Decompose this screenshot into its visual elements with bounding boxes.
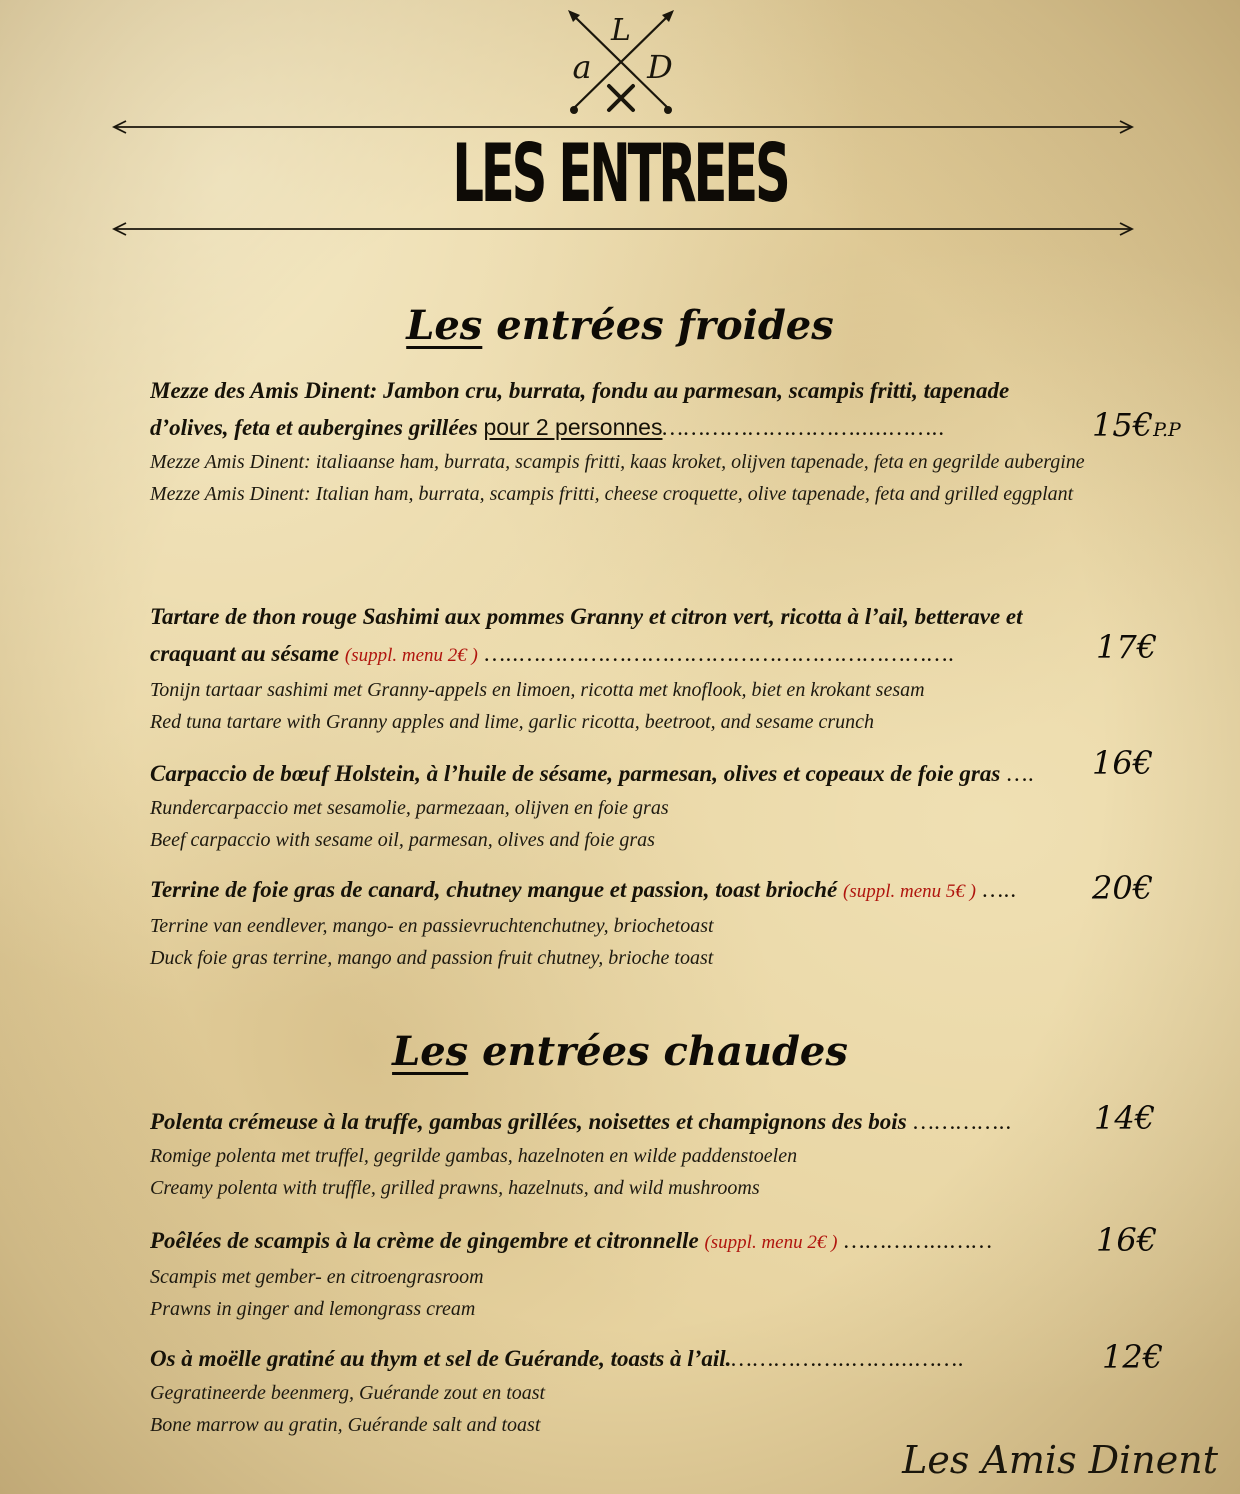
item-price xyxy=(1092,405,1181,450)
item-translation-nl: Rundercarpaccio met sesamolie, parmezaan, olijven en foie gras xyxy=(150,797,669,819)
item-name-text: craquant au sésame xyxy=(150,641,345,666)
item-price: 12€ xyxy=(1102,1338,1164,1376)
section-title-first-word: Les xyxy=(392,1028,469,1075)
item-translation-en: Red tuna tartare with Granny apples and lime, garlic ricotta, beetroot, and sesame crunch xyxy=(150,711,874,733)
menu-item-os-a-moelle xyxy=(150,1340,1140,1441)
item-dots: ……………..……...……. xyxy=(731,1346,965,1371)
item-name-line2 xyxy=(150,409,1140,446)
item-price: 16€ xyxy=(1092,744,1154,782)
item-translation-nl: Gegratineerde beenmerg, Guérande zout en toast xyxy=(150,1382,546,1404)
item-price: 16€ xyxy=(1096,1221,1158,1259)
section-title-rest: entrées froides xyxy=(482,302,834,349)
item-name-line1: Mezze des Amis Dinent: Jambon cru, burrata, fondu au parmesan, scampis fritti, tapenade xyxy=(150,378,1010,403)
item-translation-en: Mezze Amis Dinent: Italian ham, burrata, scampis fritti, cheese croquette, olive tapenade, feta and grilled eggplant xyxy=(150,483,1074,505)
item-name-text: Poêlées de scampis à la crème de gingembre et citronnelle xyxy=(150,1228,705,1253)
logo-letter-left: a xyxy=(572,48,592,86)
item-dots: ……………………….....…….. xyxy=(662,415,946,440)
item-emphasis: pour 2 personnes xyxy=(483,414,663,440)
item-name-line1 xyxy=(150,755,1140,792)
item-translation-nl: Mezze Amis Dinent: italiaanse ham, burrata, scampis fritti, kaas kroket, olijven tapenade, feta en gegrilde aubergine xyxy=(150,451,1085,473)
supplement-note: (suppl. menu 2€ ) xyxy=(704,1232,838,1253)
item-name-text: Os à moëlle gratiné au thym et sel de Guérande, toasts à l’ail. xyxy=(150,1346,732,1371)
item-name-line1 xyxy=(150,1340,1140,1377)
item-dots: …………...…… xyxy=(837,1228,994,1253)
item-dots: …..……………………………………………………. xyxy=(477,641,956,666)
menu-item-mezze xyxy=(150,372,1140,510)
item-name-text: Terrine de foie gras de canard, chutney mangue et passion, toast brioché xyxy=(150,877,843,902)
menu-item-carpaccio xyxy=(150,755,1140,856)
restaurant-logo xyxy=(556,6,686,118)
item-name-line1 xyxy=(150,1103,1140,1140)
item-name-line1 xyxy=(150,1222,1140,1261)
item-name-line2 xyxy=(150,635,1140,674)
section-title-first-word: Les xyxy=(406,302,483,349)
restaurant-signature: Les Amis Dinent xyxy=(902,1438,1218,1482)
supplement-note: (suppl. menu 2€ ) xyxy=(344,645,478,666)
item-translation-en: Creamy polenta with truffle, grilled prawns, hazelnuts, and wild mushrooms xyxy=(150,1177,760,1199)
section-title-chaudes xyxy=(0,1026,1240,1078)
page-title: LES ENTREES xyxy=(452,127,788,220)
item-dots: ….. xyxy=(975,877,1018,902)
logo-letter-top: L xyxy=(611,13,631,48)
item-dots: …. xyxy=(1000,761,1036,786)
item-name-text: Polenta crémeuse à la truffe, gambas grillées, noisettes et champignons des bois xyxy=(150,1109,907,1134)
section-title-froides xyxy=(0,300,1240,352)
supplement-note: (suppl. menu 5€ ) xyxy=(843,881,976,902)
item-translation-en: Beef carpaccio with sesame oil, parmesan, olives and foie gras xyxy=(150,829,655,851)
item-translation-nl: Tonijn tartaar sashimi met Granny-appels en limoen, ricotta met knoflook, biet en krokant sesam xyxy=(150,679,925,701)
menu-item-terrine xyxy=(150,871,1140,974)
item-name-line1 xyxy=(150,871,1140,910)
section-title-rest: entrées chaudes xyxy=(468,1028,848,1075)
item-dots: ………….. xyxy=(906,1109,1013,1134)
menu-item-scampis xyxy=(150,1222,1140,1325)
item-name-line1: Tartare de thon rouge Sashimi aux pommes Granny et citron vert, ricotta à l’ail, betterave et xyxy=(150,604,1023,629)
item-translation-en: Duck foie gras terrine, mango and passion fruit chutney, brioche toast xyxy=(150,947,714,969)
item-translation-en: Bone marrow au gratin, Guérande salt and toast xyxy=(150,1414,541,1436)
logo-letter-right: D xyxy=(647,48,673,86)
menu-item-tartare xyxy=(150,598,1140,738)
item-translation-nl: Romige polenta met truffel, gegrilde gambas, hazelnoten en wilde paddenstoelen xyxy=(150,1145,798,1167)
price-suffix: P.P xyxy=(1153,419,1181,441)
bottom-arrow-divider xyxy=(112,222,1134,236)
item-translation-nl: Terrine van eendlever, mango- en passievruchtenchutney, briochetoast xyxy=(150,915,714,937)
menu-item-polenta xyxy=(150,1103,1140,1204)
item-price: 20€ xyxy=(1092,869,1154,907)
item-translation-nl: Scampis met gember- en citroengrasroom xyxy=(150,1266,484,1288)
item-price: 17€ xyxy=(1096,628,1158,666)
item-translation-en: Prawns in ginger and lemongrass cream xyxy=(150,1298,476,1320)
item-name-text: Carpaccio de bœuf Holstein, à l’huile de sésame, parmesan, olives et copeaux de foie gras xyxy=(150,761,1001,786)
item-price: 14€ xyxy=(1094,1099,1156,1137)
price-value: 15€ xyxy=(1092,406,1154,444)
item-name-text: d’olives, feta et aubergines grillées xyxy=(150,415,484,440)
